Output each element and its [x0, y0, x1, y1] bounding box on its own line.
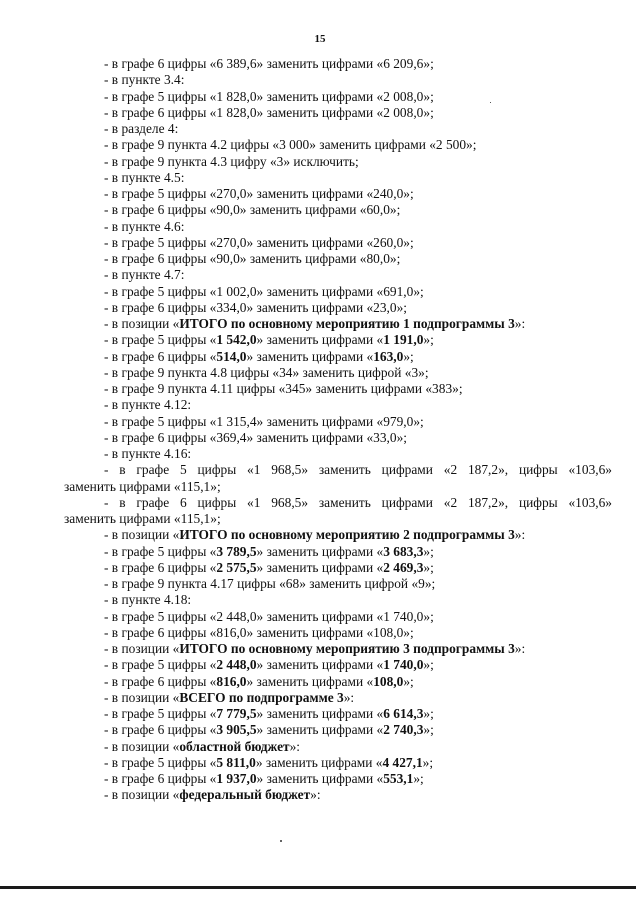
bold-text-fragment: 1 191,0: [383, 332, 424, 348]
document-line: [64, 462, 612, 478]
document-line: [64, 300, 612, 316]
bold-text-fragment: 6 614,3: [383, 706, 424, 721]
document-line: [64, 592, 612, 608]
document-line: [64, 560, 612, 576]
bold-text-fragment: 2 740,3: [383, 722, 424, 738]
text-fragment: - в пункте 3.4:: [104, 72, 185, 88]
text-fragment: »:: [514, 527, 526, 543]
text-fragment: - в графе 6 цифры «1 828,0» заменить цифрами «2 008,0»;: [104, 104, 434, 120]
text-fragment: - в графе 6 цифры «6 389,6» заменить цифрами «6 209,6»;: [104, 56, 434, 71]
bold-text-fragment: 4 427,1: [382, 754, 423, 770]
text-fragment: » заменить цифрами «: [246, 673, 374, 689]
text-fragment: » заменить цифрами «: [256, 657, 384, 673]
document-line: [64, 787, 612, 803]
text-fragment: - в графе 5 цифры «1 002,0» заменить цифрами «691,0»;: [104, 283, 424, 299]
text-fragment: - в графе 6 цифры «369,4» заменить цифрами «33,0»;: [104, 429, 408, 445]
document-line: [64, 544, 612, 560]
document-line: [64, 609, 612, 625]
text-fragment: - в позиции «: [104, 316, 180, 331]
text-fragment: - в графе 6 цифры «: [104, 673, 217, 689]
text-fragment: » заменить цифрами «: [256, 722, 384, 738]
text-fragment: - в графе 5 цифры «: [104, 706, 217, 721]
text-fragment: »;: [403, 348, 414, 364]
text-fragment: - в графе 5 цифры «: [104, 657, 217, 673]
document-line: [64, 641, 612, 657]
scan-speck: [280, 840, 282, 842]
text-fragment: »;: [423, 722, 434, 738]
text-fragment: - в графе 5 цифры «1 828,0» заменить цифрами «2 008,0»;: [104, 88, 434, 104]
document-line: [64, 186, 612, 202]
bold-text-fragment: ВСЕГО по подпрограмме 3: [179, 689, 344, 705]
text-fragment: »:: [343, 689, 355, 705]
text-fragment: »:: [289, 738, 301, 754]
bold-text-fragment: 3 905,5: [216, 722, 257, 738]
document-line: [64, 56, 612, 72]
text-fragment: заменить цифрами «115,1»;: [64, 478, 221, 494]
text-fragment: » заменить цифрами «: [256, 543, 384, 559]
text-fragment: - в графе 6 цифры «816,0» заменить цифрами «108,0»;: [104, 624, 414, 640]
text-fragment: »;: [422, 754, 434, 770]
text-fragment: - в графе 6 цифры «90,0» заменить цифрами «80,0»;: [104, 251, 401, 266]
text-fragment: » заменить цифрами «: [246, 348, 374, 364]
document-line: [64, 349, 612, 365]
text-fragment: - в пункте 4.6:: [104, 218, 185, 234]
text-fragment: »;: [423, 559, 434, 575]
document-line: [64, 170, 612, 186]
document-body: [64, 56, 612, 804]
bold-text-fragment: 7 779,5: [216, 706, 257, 721]
text-fragment: »:: [310, 787, 321, 803]
text-fragment: »;: [413, 771, 424, 786]
text-fragment: »:: [514, 316, 526, 331]
document-line: [64, 511, 612, 527]
bold-text-fragment: 163,0: [373, 348, 404, 364]
bold-text-fragment: ИТОГО по основному мероприятию 1 подпрограммы 3: [179, 316, 515, 331]
text-fragment: - в пункте 4.18:: [104, 592, 192, 608]
bold-text-fragment: 2 448,0: [216, 657, 257, 673]
document-line: [64, 267, 612, 283]
document-line: [64, 706, 612, 722]
document-line: [64, 137, 612, 153]
text-fragment: - в разделе 4:: [104, 121, 179, 136]
text-fragment: - в графе 5 цифры «: [104, 332, 217, 348]
document-line: [64, 235, 612, 251]
bold-text-fragment: 553,1: [383, 771, 414, 786]
text-fragment: - в графе 5 цифры «: [104, 754, 217, 770]
text-fragment: » заменить цифрами «: [256, 771, 384, 786]
bold-text-fragment: ИТОГО по основному мероприятию 3 подпрограммы 3: [179, 641, 515, 656]
document-line: [64, 576, 612, 592]
text-fragment: » заменить цифрами «: [256, 559, 384, 575]
document-line: [64, 397, 612, 413]
bold-text-fragment: федеральный бюджет: [179, 787, 311, 803]
document-line: [64, 202, 612, 218]
text-fragment: »;: [423, 706, 434, 721]
bold-text-fragment: 514,0: [216, 348, 247, 364]
text-fragment: - в графе 6 цифры «1 968,5» заменить цифрами «2 187,2», цифры «103,6»: [104, 494, 612, 510]
text-fragment: - в графе 6 цифры «: [104, 559, 217, 575]
text-fragment: - в графе 9 пункта 4.11 цифры «345» заменить цифрами «383»;: [104, 381, 463, 396]
bold-text-fragment: 5 811,0: [216, 754, 256, 770]
document-line: [64, 771, 612, 787]
page-number: 15: [314, 33, 326, 45]
bold-text-fragment: 3 683,3: [383, 543, 424, 559]
text-fragment: - в графе 9 пункта 4.2 цифры «3 000» заменить цифрами «2 500»;: [104, 137, 477, 153]
document-line: [64, 657, 612, 673]
bold-text-fragment: 1 740,0: [383, 657, 424, 673]
text-fragment: - в графе 9 пункта 4.8 цифры «34» заменить цифрой «3»;: [104, 364, 429, 380]
text-fragment: - в графе 5 цифры «270,0» заменить цифрами «240,0»;: [104, 186, 414, 201]
document-line: [64, 414, 612, 430]
text-fragment: - в графе 5 цифры «2 448,0» заменить цифрами «1 740,0»;: [104, 608, 434, 624]
text-fragment: - в пункте 4.12:: [104, 397, 192, 413]
document-line: [64, 89, 612, 105]
document-line: [64, 72, 612, 88]
document-line: [64, 479, 612, 495]
text-fragment: »;: [423, 543, 434, 559]
text-fragment: »:: [514, 641, 526, 656]
document-line: [64, 105, 612, 121]
text-fragment: - в графе 5 цифры «270,0» заменить цифрами «260,0»;: [104, 234, 414, 250]
text-fragment: - в позиции «: [104, 641, 180, 656]
bold-text-fragment: 816,0: [216, 673, 247, 689]
document-line: [64, 219, 612, 235]
document-line: [64, 755, 612, 771]
text-fragment: - в графе 6 цифры «90,0» заменить цифрами «60,0»;: [104, 202, 401, 218]
bold-text-fragment: областной бюджет: [179, 738, 290, 754]
text-fragment: - в позиции «: [104, 527, 180, 543]
text-fragment: - в графе 5 цифры «: [104, 543, 217, 559]
text-fragment: - в позиции «: [104, 787, 180, 803]
scan-edge-rule: [0, 886, 636, 889]
text-fragment: - в графе 9 пункта 4.17 цифры «68» заменить цифрой «9»;: [104, 576, 436, 591]
text-fragment: - в графе 5 цифры «1 315,4» заменить цифрами «979,0»;: [104, 413, 424, 429]
text-fragment: - в пункте 4.5:: [104, 169, 185, 185]
text-fragment: »;: [423, 332, 434, 348]
bold-text-fragment: 2 575,5: [216, 559, 257, 575]
text-fragment: - в пункте 4.16:: [104, 446, 192, 461]
document-line: [64, 430, 612, 446]
text-fragment: - в графе 6 цифры «334,0» заменить цифрами «23,0»;: [104, 299, 408, 315]
bold-text-fragment: 1 542,0: [216, 332, 257, 348]
text-fragment: - в графе 6 цифры «: [104, 348, 217, 364]
document-line: [64, 381, 612, 397]
document-line: [64, 332, 612, 348]
text-fragment: »;: [403, 673, 414, 689]
bold-text-fragment: ИТОГО по основному мероприятию 2 подпрограммы 3: [179, 527, 515, 543]
text-fragment: - в пункте 4.7:: [104, 267, 185, 283]
text-fragment: - в графе 9 пункта 4.3 цифру «3» исключить;: [104, 153, 359, 169]
document-line: [64, 251, 612, 267]
document-line: [64, 316, 612, 332]
text-fragment: - в графе 6 цифры «: [104, 771, 217, 786]
text-fragment: - в позиции «: [104, 738, 180, 754]
document-line: [64, 284, 612, 300]
bold-text-fragment: 108,0: [373, 673, 404, 689]
text-fragment: » заменить цифрами «: [256, 332, 384, 348]
document-line: [64, 154, 612, 170]
document-line: [64, 121, 612, 137]
text-fragment: - в графе 6 цифры «: [104, 722, 217, 738]
bold-text-fragment: 2 469,3: [383, 559, 424, 575]
text-fragment: - в графе 5 цифры «1 968,5» заменить цифрами «2 187,2», цифры «103,6»: [104, 462, 612, 478]
text-fragment: » заменить цифрами «: [255, 754, 383, 770]
document-line: [64, 739, 612, 755]
document-line: [64, 365, 612, 381]
bold-text-fragment: 1 937,0: [216, 771, 257, 786]
text-fragment: - в позиции «: [104, 689, 180, 705]
document-line: [64, 674, 612, 690]
document-line: [64, 690, 612, 706]
text-fragment: » заменить цифрами «: [256, 706, 384, 721]
text-fragment: »;: [423, 657, 434, 673]
document-line: [64, 722, 612, 738]
text-fragment: заменить цифрами «115,1»;: [64, 511, 221, 526]
document-line: [64, 527, 612, 543]
document-line: [64, 625, 612, 641]
document-line: [64, 495, 612, 511]
scan-speck: [490, 102, 491, 103]
bold-text-fragment: 3 789,5: [216, 543, 257, 559]
document-line: [64, 446, 612, 462]
